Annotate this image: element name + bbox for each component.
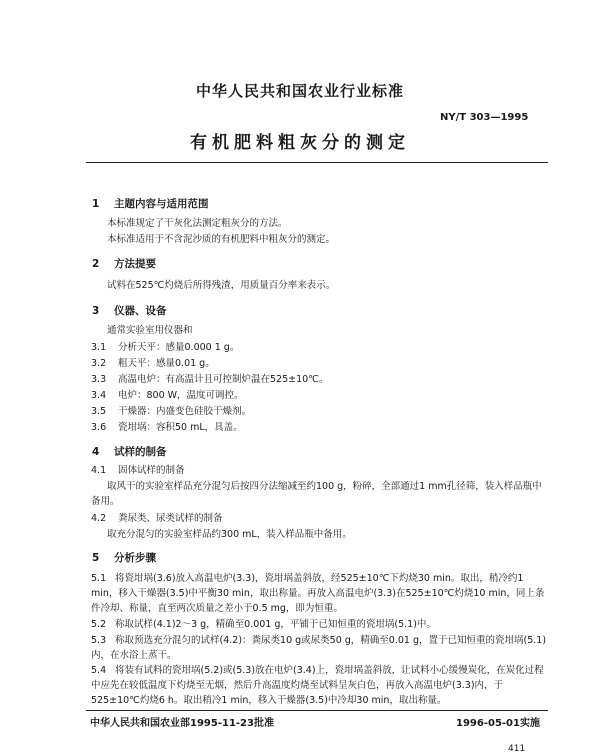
approval-date: 中华人民共和国农业部1995-11-23批准	[90, 718, 274, 729]
document-title: 有机肥料粗灰分的测定	[190, 133, 410, 153]
item-3-3: 3.3 高温电炉：有高温计且可控制炉温在525±10℃。	[91, 374, 329, 385]
page-number: 411	[508, 744, 526, 754]
item-5-4: 5.4 将装有试料的瓷坩埚(5.2)或(5.3)放在电炉(3.4)上，瓷坩埚盖斜放，让试料小心缓慢炭化，在炭化过程中应先在较低温度下灼烧至无烟，然后升高温度灼烧至试料呈灰白色，再放入高温电炉(3.3)内，于525±10℃灼烧6 h。取出稍冷1 min，移入干燥器(3.5)中冷却30 min，取出称量。	[91, 665, 544, 706]
section-2-heading: 2 方法提要	[92, 258, 156, 270]
issuing-organization: 中华人民共和国农业行业标准	[195, 82, 404, 100]
implementation-date: 1996-05-01实施	[456, 718, 540, 729]
item-3-6: 3.6 瓷坩埚：容积50 mL，具盖。	[91, 422, 243, 433]
item-3-1: 3.1 分析天平：感量0.000 1 g。	[91, 342, 240, 353]
section-3-intro: 通常实验室用仪器和	[107, 325, 193, 336]
section-3-heading: 3 仪器、设备	[92, 305, 167, 317]
header-rule	[86, 162, 548, 163]
item-4-2: 4.2 粪尿类、尿类试样的制备	[91, 513, 223, 524]
item-4-2-body: 取充分混匀的实验室样品约300 mL，装入样品瓶中备用。	[107, 529, 352, 540]
item-4-1: 4.1 固体试样的制备	[91, 465, 185, 476]
section-2-line-1: 试料在525℃灼烧后所得残渣，用质量百分率来表示。	[107, 280, 336, 291]
item-5-1: 5.1 将瓷坩埚(3.6)放入高温电炉(3.3)，瓷坩埚盖斜放，经525±10℃下灼烧30 min。取出，稍冷约1 min，移入干燥器(3.5)中平衡30 min，取出称量。再放入高温电炉(3.3)在525±10℃灼烧10 min，同上条件冷却、称量，直至两次质量之差小于0.5 mg，即为恒重。	[91, 573, 545, 614]
item-5-2: 5.2 称取试样(4.1)2～3 g，精确至0.001 g，平铺于已知恒重的瓷坩埚(5.1)中。	[91, 619, 436, 630]
section-1-line-1: 本标准规定了干灰化法测定粗灰分的方法。	[107, 218, 288, 229]
section-4-heading: 4 试样的制备	[92, 446, 167, 458]
item-3-5: 3.5 干燥器：内盛变色硅胶干燥剂。	[91, 406, 252, 417]
footer-rule	[86, 710, 548, 711]
section-1-line-2: 本标准适用于不含泥沙质的有机肥料中粗灰分的测定。	[107, 234, 336, 245]
item-5-3: 5.3 称取预选充分混匀的试样(4.2)：粪尿类10 g或尿类50 g，精确至0.01 g，置于已知恒重的瓷坩埚(5.1)内，在水浴上蒸干。	[91, 635, 547, 661]
item-3-4: 3.4 电炉：800 W，温度可调控。	[91, 390, 244, 401]
section-1-heading: 1 主题内容与适用范围	[92, 198, 209, 210]
standard-number: NY/T 303—1995	[440, 112, 529, 123]
item-3-2: 3.2 粗天平：感量0.01 g。	[91, 358, 215, 369]
section-5-heading: 5 分析步骤	[92, 552, 156, 564]
item-4-1-body: 取风干的实验室样品充分混匀后按四分法缩减至约100 g，粉碎，全部通过1 mm孔径筛，装入样品瓶中备用。	[91, 481, 542, 507]
